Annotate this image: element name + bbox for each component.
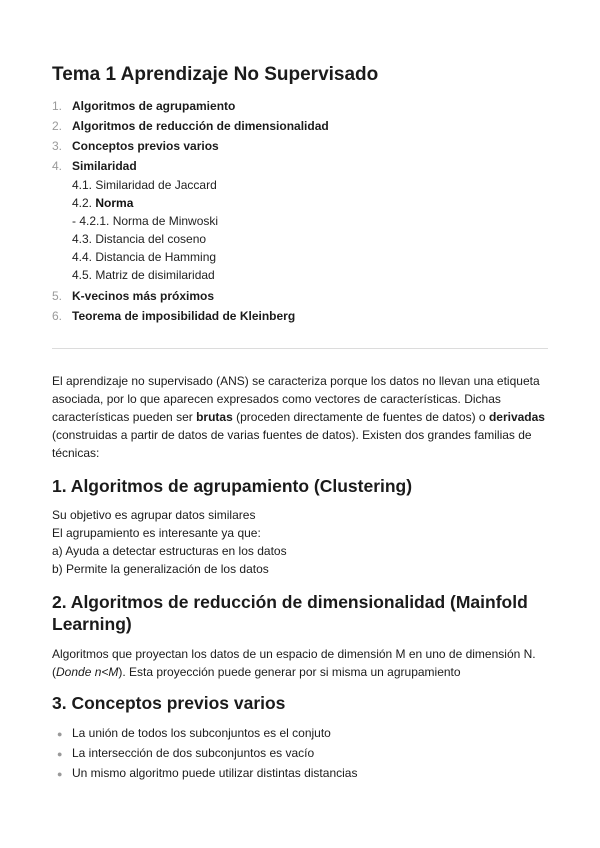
toc-subitem-number: 4.2.: [72, 196, 93, 210]
toc-link[interactable]: Conceptos previos varios: [72, 139, 219, 153]
intro-text: (construidas a partir de datos de varias fuentes de datos). Existen dos grandes familias de técnicas:: [52, 428, 532, 460]
toc-item-5[interactable]: [52, 287, 214, 305]
toc-item-1[interactable]: [52, 97, 235, 115]
toc-number: 4.: [52, 159, 63, 173]
toc-item-2[interactable]: [52, 117, 329, 135]
section-2-heading: 2. Algoritmos de reducción de dimensionalidad (Mainfold Learning): [52, 592, 528, 634]
section-1-line: El agrupamiento es interesante ya que:: [52, 526, 261, 540]
bullet-icon: ●: [57, 749, 63, 759]
section-2-text: ). Esta proyección puede generar por si misma un agrupamiento: [118, 665, 461, 679]
section-2-body: [52, 645, 548, 681]
section-1-line: a) Ayuda a detectar estructuras en los datos: [52, 544, 287, 558]
toc-link[interactable]: Teorema de imposibilidad de Kleinberg: [72, 309, 296, 323]
toc-number: 5.: [52, 289, 63, 303]
intro-paragraph: [52, 372, 548, 462]
section-2-text: Algoritmos que proyectan los datos de un espacio de dimensión M en uno de dimensión N. (: [52, 647, 536, 679]
bullet-icon: ●: [57, 769, 63, 779]
intro-bold-brutas: brutas: [196, 410, 233, 424]
toc-link[interactable]: Algoritmos de reducción de dimensionalidad: [72, 119, 329, 133]
list-item-text: Un mismo algoritmo puede utilizar distintas distancias: [72, 766, 358, 780]
list-item: [52, 744, 314, 763]
toc-link[interactable]: Algoritmos de agrupamiento: [72, 99, 236, 113]
section-1-heading: 1. Algoritmos de agrupamiento (Clustering): [52, 476, 413, 496]
toc-link[interactable]: Similaridad: [72, 159, 137, 173]
list-item: [52, 764, 357, 783]
intro-text: (proceden directamente de fuentes de datos) o: [232, 410, 489, 424]
toc-item-6[interactable]: [52, 307, 295, 325]
toc-subitem-minwoski[interactable]: - 4.2.1. Norma de Minwoski: [72, 214, 219, 228]
toc-subitem-label: Norma: [95, 196, 134, 210]
toc-item-4[interactable]: [52, 157, 137, 175]
list-item-text: La unión de todos los subconjuntos es el conjuto: [72, 726, 331, 740]
toc-subitem-coseno[interactable]: 4.3. Distancia del coseno: [72, 232, 207, 246]
section-3-heading: 3. Conceptos previos varios: [52, 693, 286, 713]
toc-subitem-norma[interactable]: [72, 194, 133, 212]
toc-item-3[interactable]: [52, 137, 219, 155]
list-item-text: La intersección de dos subconjuntos es vacío: [72, 746, 315, 760]
list-item: [52, 724, 331, 743]
section-divider: [52, 348, 548, 349]
toc-subitem-jaccard[interactable]: 4.1. Similaridad de Jaccard: [72, 178, 217, 192]
toc-subitem-matriz[interactable]: 4.5. Matriz de disimilaridad: [72, 268, 215, 282]
page-title: Tema 1 Aprendizaje No Supervisado: [52, 64, 379, 85]
toc-number: 3.: [52, 139, 63, 153]
toc-subitem-hamming[interactable]: 4.4. Distancia de Hamming: [72, 250, 217, 264]
intro-text: El aprendizaje no supervisado (ANS) se caracteriza porque los datos no llevan una etiqueta asociada, por lo que aparecen expresados como vectores de características. Dichas características pueden ser: [52, 374, 540, 424]
toc-number: 6.: [52, 309, 63, 323]
toc-number: 2.: [52, 119, 63, 133]
toc-number: 1.: [52, 99, 63, 113]
bullet-icon: ●: [57, 729, 63, 739]
section-1-line: Su objetivo es agrupar datos similares: [52, 508, 256, 522]
section-2-italic: Donde n<M: [56, 665, 119, 679]
toc-link[interactable]: K-vecinos más próximos: [72, 289, 215, 303]
section-1-line: b) Permite la generalización de los datos: [52, 562, 269, 576]
intro-bold-derivadas: derivadas: [488, 410, 545, 424]
section-1-body: [52, 506, 548, 578]
